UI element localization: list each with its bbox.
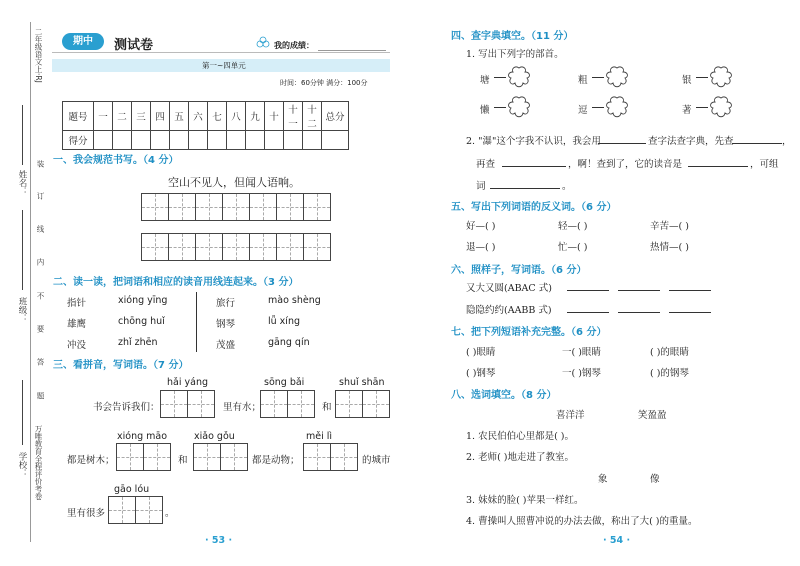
my-score-label: 我的成绩：	[274, 41, 314, 50]
pinyin-item[interactable]: xióng yīng	[118, 295, 168, 306]
antonym-item[interactable]: 忙—( )	[558, 242, 588, 253]
sentence-text: 里有水；	[223, 402, 262, 413]
column-divider	[196, 292, 197, 352]
answer-flower-icon[interactable]	[707, 95, 735, 119]
answer-box[interactable]	[303, 443, 331, 471]
phrase-item[interactable]: ( )眼睛	[466, 347, 496, 358]
answer-box[interactable]	[260, 390, 288, 418]
word-item[interactable]: 指针	[67, 298, 87, 309]
radical-char: 著	[682, 105, 692, 116]
q4-1-prompt: 1. 写出下列字的部首。	[466, 49, 564, 60]
fill-question[interactable]: 4. 曹操叫人照曹冲说的办法去做，称出了大( )的重量。	[466, 516, 698, 527]
phrase-item[interactable]: ( )的眼睛	[650, 347, 689, 358]
answer-flower-icon[interactable]	[707, 65, 735, 89]
pinyin-prompt: sōng bǎi	[264, 377, 305, 388]
pinyin-item[interactable]: lǚ xíng	[268, 316, 300, 327]
time-info: 时间：60分钟 满分：100分	[280, 79, 368, 87]
answer-line[interactable]	[618, 312, 660, 313]
section-6-title: 六、照样子，写词语。（6 分）	[451, 265, 587, 276]
test-title: 测试卷	[114, 38, 154, 53]
midterm-badge: 期中	[62, 33, 104, 50]
section-2-title: 二、读一读，把词语和相应的读音用线连起来。（3 分）	[53, 277, 299, 288]
section-4-title: 四、查字典填空。（11 分）	[451, 31, 574, 42]
pattern-a: 又大又圆(ABAC 式)	[466, 283, 552, 294]
radical-char: 粗	[578, 75, 588, 86]
section-8-title: 八、选词填空。（8 分）	[451, 390, 557, 401]
answer-box[interactable]	[220, 443, 248, 471]
page-number-right: · 54 ·	[603, 535, 631, 546]
word-item[interactable]: 冲没	[67, 340, 87, 351]
pattern-b: 隐隐约约(AABB 式)	[466, 305, 552, 316]
pinyin-prompt: hǎi yáng	[167, 377, 208, 388]
poem-line: 空山不见人，但闻人语响。	[168, 176, 300, 189]
word-item[interactable]: 旅行	[216, 298, 236, 309]
pinyin-prompt: gāo lóu	[114, 484, 150, 495]
sentence-text: 和	[178, 455, 188, 466]
q4-2-text-g: 词	[476, 181, 486, 192]
sentence-text: 。	[165, 508, 175, 519]
answer-box[interactable]	[287, 390, 315, 418]
answer-line[interactable]	[567, 312, 609, 313]
radical-char: 银	[682, 75, 692, 86]
fill-question[interactable]: 3. 妹妹的脸( )苹果一样红。	[466, 495, 584, 506]
answer-box[interactable]	[160, 390, 188, 418]
score-table-header-row: 题号 一 二 三 四 五 六 七 八 九 十 十一 十二 总分	[63, 102, 349, 131]
answer-box[interactable]	[362, 390, 390, 418]
word-item[interactable]: 茂盛	[216, 340, 236, 351]
binding-border	[30, 22, 31, 542]
answer-line[interactable]	[669, 290, 711, 291]
answer-box[interactable]	[143, 443, 171, 471]
section-7-title: 七、把下列短语补充完整。（6 分）	[451, 327, 607, 338]
answer-line[interactable]	[732, 143, 782, 144]
radical-char: 懒	[480, 105, 490, 116]
score-table	[62, 101, 349, 150]
class-label: 班级：	[17, 297, 27, 323]
page-number-left: · 53 ·	[205, 535, 233, 546]
answer-line[interactable]	[618, 290, 660, 291]
pinyin-item[interactable]: zhǐ zhēn	[118, 337, 158, 348]
section-1-title: 一、我会规范书写。（4 分）	[53, 155, 179, 166]
fill-question[interactable]: 2. 老师( )地走进了教室。	[466, 452, 575, 463]
antonym-item[interactable]: 轻—( )	[558, 221, 588, 232]
sentence-text: 书会告诉我们：	[93, 402, 160, 413]
q4-2-text-a: 2. "瀑"这个字我不认识，我会用	[466, 136, 601, 147]
binding-series: 二年级语文上·RJ	[34, 28, 43, 83]
answer-flower-icon[interactable]	[505, 95, 533, 119]
answer-flower-icon[interactable]	[505, 65, 533, 89]
q4-2-text-d: 再查	[476, 159, 496, 170]
answer-box[interactable]	[193, 443, 221, 471]
radical-char: 塘	[480, 75, 490, 86]
pinyin-prompt: měi lì	[306, 431, 333, 442]
header-underline	[52, 52, 390, 53]
q4-2-text-b: 查字法查字典，先查	[648, 136, 734, 147]
q4-2-text-c: ，	[782, 136, 792, 147]
answer-flower-icon[interactable]	[603, 65, 631, 89]
answer-box[interactable]	[108, 496, 136, 524]
answer-box[interactable]	[330, 443, 358, 471]
fill-question[interactable]: 1. 农民伯伯心里都是( )。	[466, 431, 575, 442]
pinyin-prompt: xióng māo	[117, 431, 168, 442]
word-choice: 笑盈盈	[638, 410, 667, 421]
answer-line[interactable]	[567, 290, 609, 291]
radical-char: 逗	[578, 105, 588, 116]
sentence-text: 都是动物；	[252, 455, 300, 466]
word-choice: 喜洋洋	[556, 410, 585, 421]
answer-box[interactable]	[135, 496, 163, 524]
phrase-item[interactable]: ( )的钢琴	[650, 368, 689, 379]
q4-2-text-f: ，可组	[750, 159, 779, 170]
word-item[interactable]: 钢琴	[216, 319, 236, 330]
antonym-item[interactable]: 退—( )	[466, 242, 496, 253]
antonym-item[interactable]: 热情—( )	[650, 242, 689, 253]
name-label: 姓名：	[17, 170, 27, 196]
q4-2-text-h: 。	[562, 181, 572, 192]
flower-icon	[256, 36, 270, 50]
pinyin-prompt: xiǎo gǒu	[194, 431, 235, 442]
binding-brand: 万唯教育全程评价考卷	[34, 425, 43, 500]
word-choice: 像	[650, 474, 660, 485]
unit-banner-text: 第一~四单元	[202, 61, 246, 70]
school-line	[22, 380, 23, 445]
name-line	[22, 105, 23, 165]
sentence-text: 都是树木；	[67, 455, 115, 466]
sentence-text: 里有很多	[67, 508, 106, 519]
pinyin-item[interactable]: gāng qín	[268, 337, 310, 348]
my-score-line[interactable]	[318, 50, 386, 51]
phrase-item[interactable]: 一( )钢琴	[562, 368, 601, 379]
phrase-item[interactable]: 一( )眼睛	[562, 347, 601, 358]
q4-2-text-e: ，啊！查到了，它的读音是	[568, 159, 683, 170]
antonym-item[interactable]: 辛苦—( )	[650, 221, 689, 232]
answer-box[interactable]	[187, 390, 215, 418]
pinyin-prompt: shuǐ shān	[339, 377, 385, 388]
answer-line[interactable]	[669, 312, 711, 313]
section-5-title: 五、写出下列词语的反义词。（6 分）	[451, 202, 617, 213]
score-table-score-row: 得分	[63, 131, 349, 150]
section-3-title: 三、看拼音，写词语。（7 分）	[53, 360, 189, 371]
school-label: 学校：	[17, 452, 27, 478]
answer-flower-icon[interactable]	[603, 95, 631, 119]
answer-box[interactable]	[335, 390, 363, 418]
class-line	[22, 210, 23, 290]
word-item[interactable]: 雄鹰	[67, 319, 87, 330]
pinyin-item[interactable]: mào shèng	[268, 295, 321, 306]
antonym-item[interactable]: 好—( )	[466, 221, 496, 232]
answer-line[interactable]	[598, 143, 646, 144]
phrase-item[interactable]: ( )钢琴	[466, 368, 496, 379]
answer-line[interactable]	[502, 166, 566, 167]
sentence-text: 和	[322, 402, 332, 413]
sentence-text: 的城市	[362, 455, 391, 466]
pinyin-item[interactable]: chōng huǐ	[118, 316, 165, 327]
answer-line[interactable]	[490, 188, 560, 189]
word-choice: 象	[598, 474, 608, 485]
answer-line[interactable]	[688, 166, 748, 167]
answer-box[interactable]	[116, 443, 144, 471]
